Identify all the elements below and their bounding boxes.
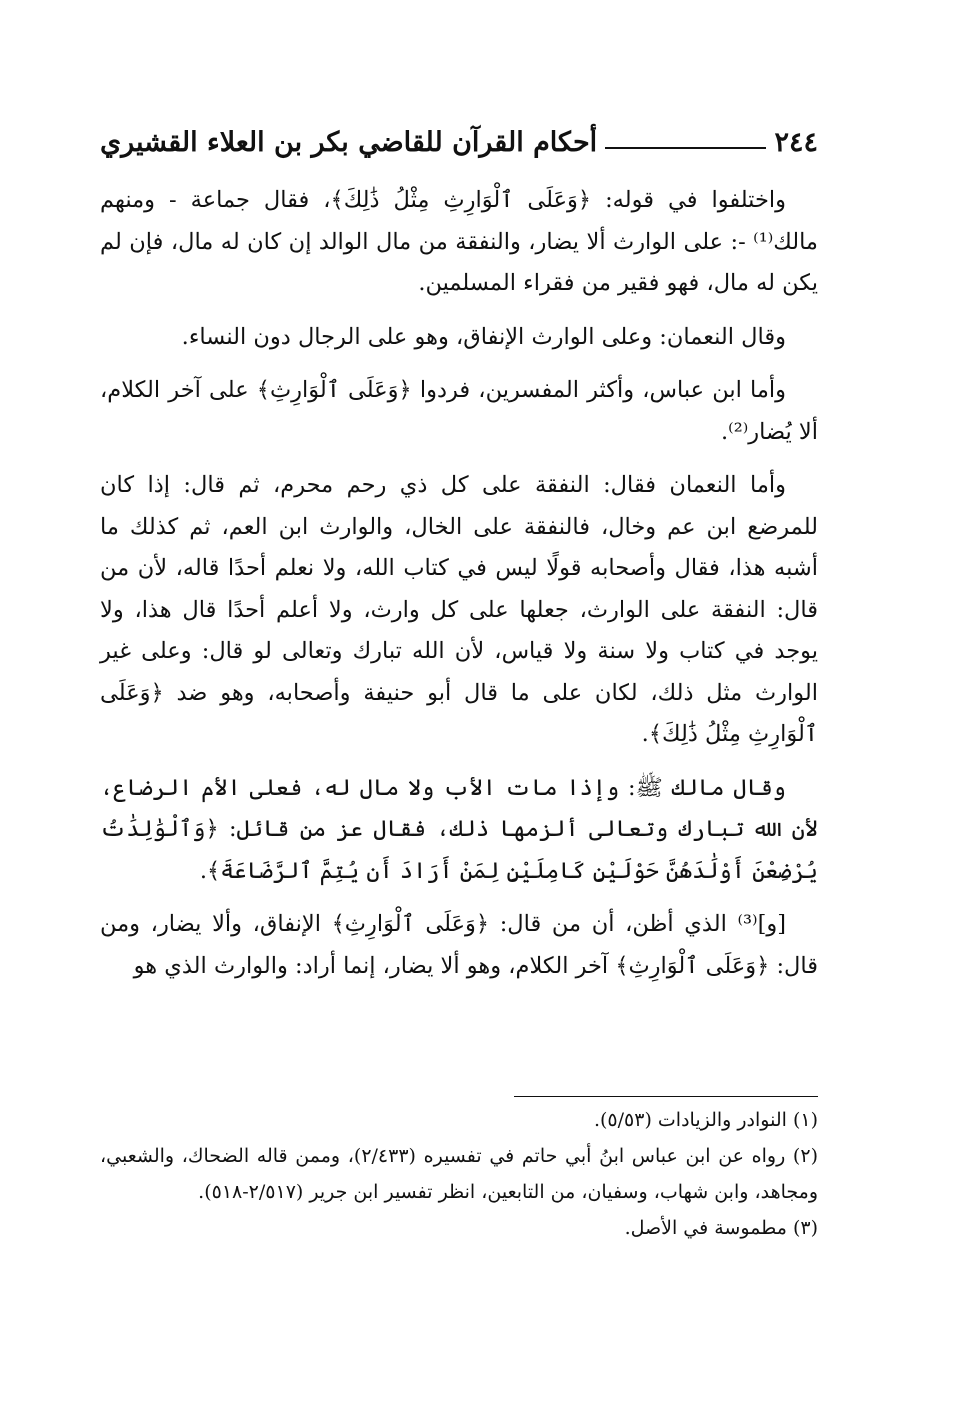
paragraph: وأما النعمان فقال: النفقة على كل ذي رحم محرم، ثم قال: إذا كان للمرضع ابن عم وخال، فالنفقة على الخال، والوارث ابن العم، ثم كذلك ما أشبه هذا، فقال وأصحابه قولًا ليس في كتاب الله، ولا نعلم أحدًا قاله، لأن من قال: النفقة على الوارث، جعلها على كل وارث، ولا أعلم أحدًا قال هذا، ولا يوجد في كتاب ولا سنة ولا قياس، لأن الله تبارك وتعالى لو قال: وعلى غير الوارث مثل ذلك، لكان على ما قال أبو حنيفة وأصحابه، وهو ضد ﴿وَعَلَى ٱلْوَارِثِ مِثْلُ ذَٰلِكَ﴾.: [100, 472, 818, 747]
footnote: (٣) مطموسة في الأصل.: [624, 1217, 818, 1239]
page-header: [100, 108, 818, 156]
paragraph: وأما ابن عباس، وأكثر المفسرين، فردوا ﴿وَعَلَى ٱلْوَارِثِ﴾ على آخر الكلام، ألا يُضار⁽²⁾.: [100, 377, 818, 445]
paragraph: [و]⁽³⁾ الذي أظن، أن من قال: ﴿وَعَلَى ٱلْوَارِثِ﴾ الإنفاق، وألا يضار، ومن قال: ﴿وَعَلَى ٱلْوَارِثِ﴾ آخر الكلام، وهو ألا يضار، إنما أراد: والوارث الذي هو: [100, 911, 818, 979]
paragraph: وقال النعمان: وعلى الوارث الإنفاق، وهو على الرجال دون النساء.: [181, 323, 786, 350]
footnote: (٢) رواه عن ابن عباس ابنُ أبي حاتم في تفسيره (٢/٤٣٣)، وممن قاله الضحاك، والشعبي، ومجاهد، وابن شهاب، وسفيان، من التابعين، انظر تفسير ابن جرير (٢/٥١٧-٥١٨).: [100, 1145, 818, 1203]
paragraph: وقال مالك ﷺ: وإذا مات الأب ولا مال له، فعلى الأم الرضاع، لأن الله تبارك وتعالى ألزمها ذلك، فقال عز من قائل: ﴿وَٱلْوَٰلِدَٰتُ يُرْضِعْنَ أَوْلَٰدَهُنَّ حَوْلَيْنِ كَامِلَيْنِ لِمَنْ أَرَادَ أَن يُتِمَّ ٱلرَّضَاعَةَ﴾.: [100, 774, 818, 884]
footnote: (١) النوادر والزيادات (٥/٥٣).: [593, 1109, 818, 1131]
footnotes: [100, 1102, 818, 1246]
book-title: أحكام القرآن للقاضي بكر بن العلاء القشيري: [100, 127, 598, 158]
main-text: [100, 180, 818, 999]
footnote-separator: [514, 1096, 818, 1097]
header-rule: [605, 147, 766, 149]
page-number: ٢٤٤: [774, 127, 818, 158]
paragraph: واختلفوا في قوله: ﴿وَعَلَى ٱلْوَارِثِ مِثْلُ ذَٰلِكَ﴾، فقال جماعة - ومنهم مالك⁽¹⁾ -: على الوارث ألا يضار، والنفقة من مال الوالد إن كان له مال، فإن لم يكن له مال، فهو فقير من فقراء المسلمين.: [100, 187, 818, 296]
